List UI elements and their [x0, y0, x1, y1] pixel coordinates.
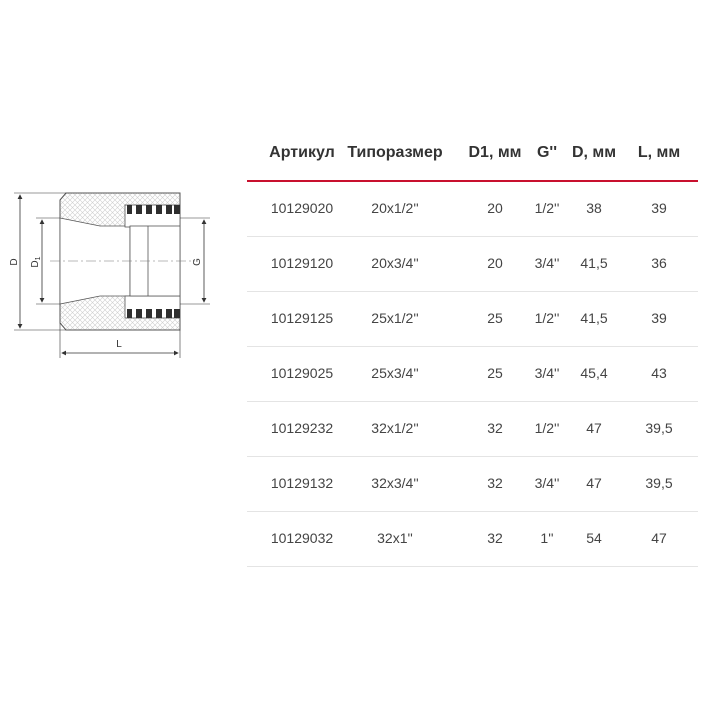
- table-row: [247, 512, 698, 567]
- fitting-drawing: [0, 0, 250, 708]
- cell-d: 41,5: [580, 255, 608, 271]
- cell-size: 20x1/2'': [371, 200, 419, 216]
- cell-l: 39: [651, 310, 667, 326]
- cell-g: 1/2'': [534, 420, 560, 436]
- table-row: [247, 457, 698, 512]
- cell-article: 10129020: [270, 200, 334, 216]
- cell-size: 25x1/2'': [371, 310, 419, 326]
- table-header: [247, 132, 698, 182]
- header-d: D, мм: [571, 144, 617, 161]
- cell-l: 36: [651, 255, 667, 271]
- cell-g: 1'': [540, 530, 554, 546]
- cell-d1: 25: [487, 365, 503, 381]
- cell-d: 47: [586, 475, 602, 491]
- cell-d: 45,4: [580, 365, 608, 381]
- cell-l: 39,5: [645, 420, 673, 436]
- table-row: [247, 347, 698, 402]
- cell-g: 3/4'': [534, 475, 560, 491]
- cell-d1: 25: [487, 310, 503, 326]
- cell-d: 38: [586, 200, 602, 216]
- cell-d1: 32: [487, 530, 503, 546]
- cell-d1: 20: [487, 255, 503, 271]
- cell-d1: 32: [487, 420, 503, 436]
- cell-d: 41,5: [580, 310, 608, 326]
- table-row: [247, 402, 698, 457]
- cell-article: 10129025: [270, 365, 334, 381]
- cell-size: 20x3/4'': [371, 255, 419, 271]
- header-l: L, мм: [637, 144, 681, 161]
- label-l: L: [116, 339, 122, 350]
- table-row: [247, 292, 698, 347]
- cell-g: 1/2'': [534, 200, 560, 216]
- cell-d: 54: [586, 530, 602, 546]
- table-row: [247, 237, 698, 292]
- cell-g: 3/4'': [534, 365, 560, 381]
- cell-l: 39: [651, 200, 667, 216]
- label-d: D: [9, 258, 20, 266]
- label-g: G: [192, 258, 203, 266]
- header-article: Артикул: [269, 144, 335, 161]
- label-d1: $D_1$: [30, 256, 42, 268]
- cell-article: 10129132: [270, 475, 334, 491]
- cell-g: 1/2'': [534, 310, 560, 326]
- cell-article: 10129125: [270, 310, 334, 326]
- cell-size: 32x1/2'': [371, 420, 419, 436]
- cell-d1: 20: [487, 200, 503, 216]
- cell-d1: 32: [487, 475, 503, 491]
- cell-g: 3/4'': [534, 255, 560, 271]
- cell-article: 10129232: [270, 420, 334, 436]
- table-row: [247, 182, 698, 237]
- cell-d: 47: [586, 420, 602, 436]
- cell-l: 43: [651, 365, 667, 381]
- cell-size: 25x3/4'': [371, 365, 419, 381]
- cell-size: 32x3/4'': [371, 475, 419, 491]
- cell-article: 10129120: [270, 255, 334, 271]
- cell-l: 47: [651, 530, 667, 546]
- cell-article: 10129032: [270, 530, 334, 546]
- header-g: G'': [536, 144, 558, 161]
- spec-table: [247, 132, 698, 567]
- cell-size: 32x1'': [377, 530, 413, 546]
- header-d1: D1, мм: [468, 144, 522, 161]
- cell-l: 39,5: [645, 475, 673, 491]
- header-size: Типоразмер: [347, 144, 443, 161]
